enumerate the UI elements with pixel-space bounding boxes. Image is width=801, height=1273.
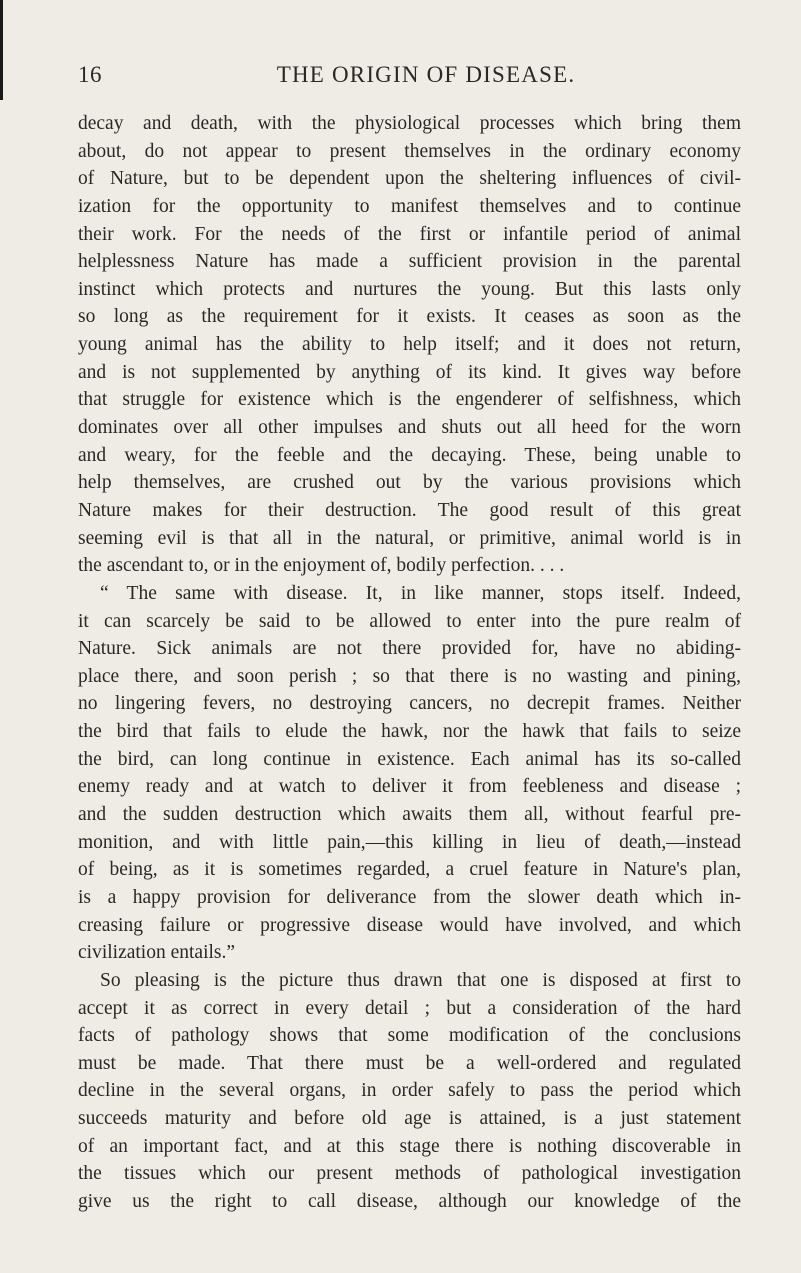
text-line: accept it as correct in every detail ; but a consideration of the hard (78, 997, 741, 1019)
text-line: the bird that fails to elude the hawk, nor the hawk that fails to seize (78, 721, 741, 743)
text-line: monition, and with little pain,—this killing in lieu of death,—instead (78, 831, 741, 853)
page-binding-edge (0, 0, 3, 100)
text-line: of being, as it is sometimes regarded, a cruel feature in Nature's plan, (78, 859, 741, 881)
text-line: So pleasing is the picture thus drawn that one is disposed at first to (100, 969, 741, 991)
text-line: their work. For the needs of the first or infantile period of animal (78, 223, 741, 245)
text-line: of an important fact, and at this stage there is nothing discoverable in (78, 1135, 741, 1157)
text-line: creasing failure or progressive disease would have involved, and which (78, 914, 741, 936)
text-line: instinct which protects and nurtures the young. But this lasts only (78, 278, 741, 300)
text-line: succeeds maturity and before old age is attained, is a just statement (78, 1108, 741, 1130)
text-line: dominates over all other impulses and shuts out all heed for the worn (78, 417, 741, 439)
text-line: “ The same with disease. It, in like manner, stops itself. Indeed, (100, 582, 741, 604)
text-line: Nature. Sick animals are not there provided for, have no abiding- (78, 638, 741, 660)
running-head: THE ORIGIN OF DISEASE. (276, 62, 576, 87)
text-line: it can scarcely be said to be allowed to enter into the pure realm of (78, 610, 741, 632)
page-number: 16 (78, 62, 102, 87)
text-line: facts of pathology shows that some modification of the conclusions (78, 1025, 741, 1047)
text-line: so long as the requirement for it exists. It ceases as soon as the (78, 306, 741, 328)
text-line: decay and death, with the physiological processes which bring them (78, 113, 741, 134)
text-line: help themselves, are crushed out by the various provisions which (78, 472, 741, 494)
text-line: young animal has the ability to help itself; and it does not return, (78, 334, 741, 356)
text-line: must be made. That there must be a well-ordered and regulated (78, 1052, 741, 1074)
text-line: of Nature, but to be dependent upon the sheltering influences of civil- (78, 168, 741, 190)
text-line: the tissues which our present methods of pathological investigation (78, 1163, 741, 1185)
text-line: that struggle for existence which is the engenderer of selfishness, which (78, 389, 741, 411)
body-text (78, 110, 741, 1216)
text-line: Nature makes for their destruction. The good result of this great (78, 499, 741, 521)
text-line: is a happy provision for deliverance from the slower death which in- (78, 886, 741, 908)
text-line: give us the right to call disease, although our knowledge of the (78, 1190, 741, 1212)
text-line: and weary, for the feeble and the decaying. These, being unable to (78, 444, 741, 466)
text-line: the bird, can long continue in existence. Each animal has its so-called (78, 748, 741, 770)
text-line: seeming evil is that all in the natural, or primitive, animal world is in (78, 527, 741, 549)
text-line: no lingering fevers, no destroying cancers, no decrepit frames. Neither (78, 693, 741, 715)
text-line: enemy ready and at watch to deliver it from feebleness and disease ; (78, 776, 741, 798)
text-line: about, do not appear to present themselves in the ordinary economy (78, 140, 741, 162)
text-line: the ascendant to, or in the enjoyment of, bodily perfection. . . . (78, 555, 565, 577)
text-line: place there, and soon perish ; so that there is no wasting and pining, (78, 665, 741, 687)
text-line: decline in the several organs, in order safely to pass the period which (78, 1080, 741, 1102)
page-header (78, 62, 738, 92)
text-line: and is not supplemented by anything of its kind. It gives way before (78, 361, 741, 383)
text-line: ization for the opportunity to manifest themselves and to continue (78, 195, 741, 217)
text-line: and the sudden destruction which awaits them all, without fearful pre- (78, 804, 741, 826)
text-line: civilization entails.” (78, 942, 236, 964)
text-line: helplessness Nature has made a sufficient provision in the parental (78, 251, 741, 273)
